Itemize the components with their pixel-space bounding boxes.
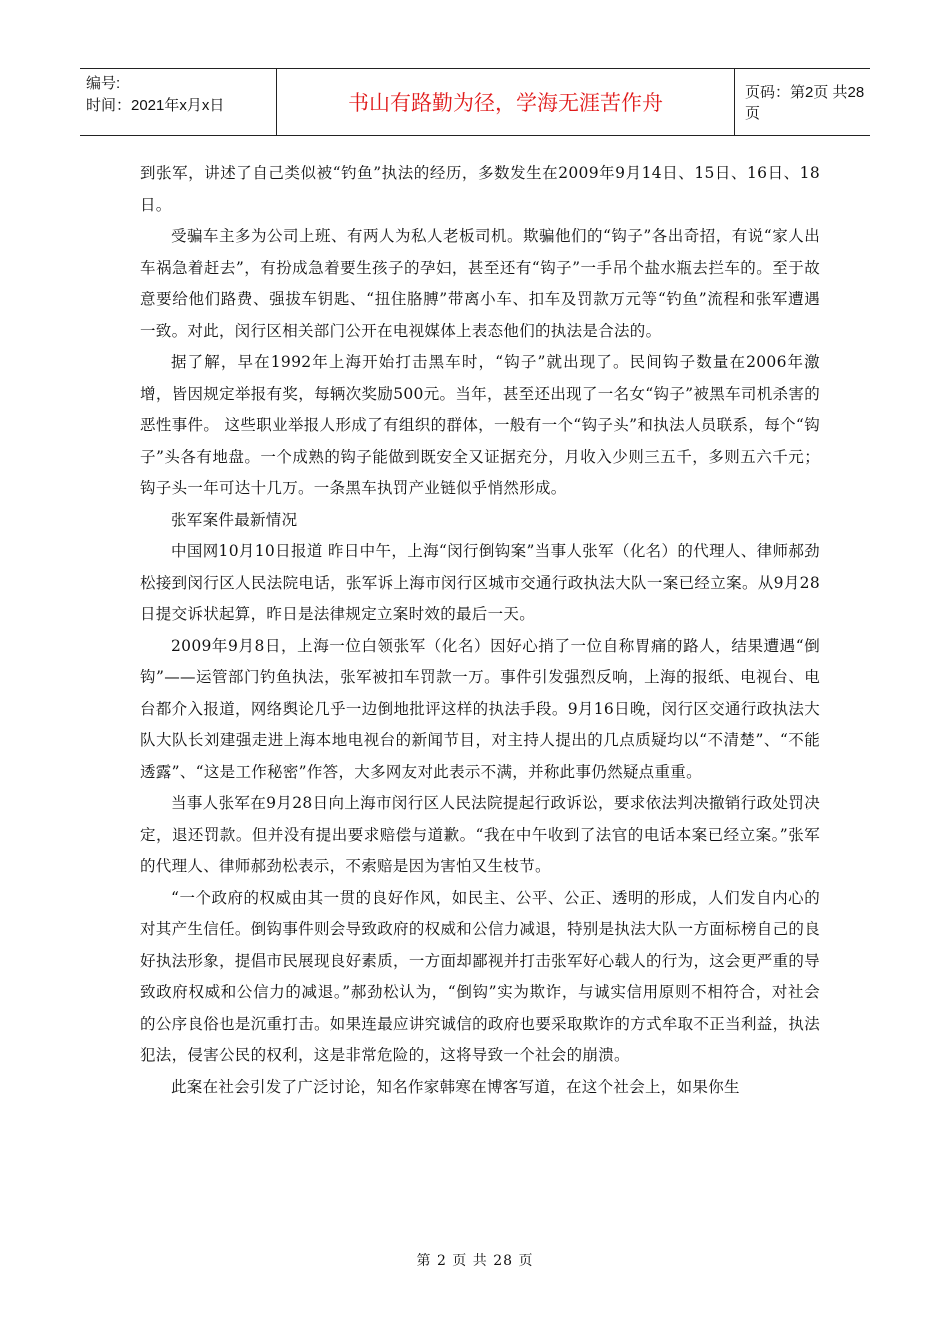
time-label: 时间：2021年x月x日 xyxy=(86,97,225,114)
page-header xyxy=(80,68,870,136)
header-motto: 书山有路勤为径，学海无涯苦作舟 xyxy=(277,69,735,135)
header-meta xyxy=(80,69,277,135)
paragraph: 2009年9月8日，上海一位白领张军（化名）因好心捎了一位自称胃痛的路人，结果遭遇“倒钩”——运管部门钓鱼执法，张军被扣车罚款一万。事件引发强烈反响，上海的报纸、电视台、电台都介入报道，网络舆论几乎一边倒地批评这样的执法手段。9月16日晚，闵行区交通行政执法大队大队长刘建强走进上海本地电视台的新闻节目，对主持人提出的几点质疑均以“不清楚”、“不能透露”、“这是工作秘密”作答，大多网友对此表示不满，并称此事仍然疑点重重。 xyxy=(140,636,820,781)
section-heading: 张军案件最新情况 xyxy=(171,510,298,529)
document-body xyxy=(140,158,820,1103)
paragraph: 据了解，早在1992年上海开始打击黑车时，“钩子”就出现了。民间钩子数量在2006年激增，皆因规定举报有奖，每辆次奖励500元。当年，甚至还出现了一名女“钩子”被黑车司机杀害的恶性事件。 这些职业举报人形成了有组织的群体，一般有一个“钩子头”和执法人员联系，每个“钩子”头各有地盘。一个成熟的钩子能做到既安全又证据充分，月收入少则三五千，多则五六千元；钩子头一年可达十几万。一条黑车执罚产业链似乎悄然形成。 xyxy=(140,353,820,497)
paragraph: 中国网10月10日报道 昨日中午，上海“闵行倒钩案”当事人张军（化名）的代理人、律师郝劲松接到闵行区人民法院电话，张军诉上海市闵行区城市交通行政执法大队一案已经立案。从9月28日提交诉状起算，昨日是法律规定立案时效的最后一天。 xyxy=(140,542,820,623)
page-footer xyxy=(0,1250,950,1270)
paragraph: 当事人张军在9月28日向上海市闵行区人民法院提起行政诉讼，要求依法判决撤销行政处罚决定，退还罚款。但并没有提出要求赔偿与道歉。“我在中午收到了法官的电话本案已经立案。”张军的代理人、律师郝劲松表示，不索赔是因为害怕又生枝节。 xyxy=(140,794,820,875)
number-label: 编号: xyxy=(86,75,121,92)
paragraph: 到张军，讲述了自己类似被“钓鱼”执法的经历，多数发生在2009年9月14日、15日、16日、18日。 xyxy=(140,164,820,214)
paragraph: “一个政府的权威由其一贯的良好作风，如民主、公平、公正、透明的形成，人们发自内心的对其产生信任。倒钩事件则会导致政府的权威和公信力减退，特别是执法大队一方面标榜自己的良好执法形象，提倡市民展现良好素质，一方面却鄙视并打击张军好心载人的行为，这会更严重的导致政府权威和公信力的减退。”郝劲松认为，“倒钩”实为欺诈，与诚实信用原则不相符合，对社会的公序良俗也是沉重打击。如果连最应讲究诚信的政府也要采取欺诈的方式牟取不正当利益，执法犯法，侵害公民的权利，这是非常危险的，这将导致一个社会的崩溃。 xyxy=(140,888,820,1064)
paragraph: 受骗车主多为公司上班、有两人为私人老板司机。欺骗他们的“钩子”各出奇招，有说“家人出车祸急着赶去”，有扮成急着要生孩子的孕妇，甚至还有“钩子”一手吊个盐水瓶去拦车的。至于故意要给他们路费、强拔车钥匙、“扭住胳膊”带离小车、扣车及罚款万元等“钓鱼”流程和张军遭遇一致。对此，闵行区相关部门公开在电视媒体上表态他们的执法是合法的。 xyxy=(140,227,820,340)
paragraph: 此案在社会引发了广泛讨论，知名作家韩寒在博客写道，在这个社会上，如果你生 xyxy=(171,1077,740,1096)
header-page-info: 页码：第2页 共28页 xyxy=(745,84,865,122)
page-number: 第 2 页 共 28 页 xyxy=(416,1253,534,1269)
